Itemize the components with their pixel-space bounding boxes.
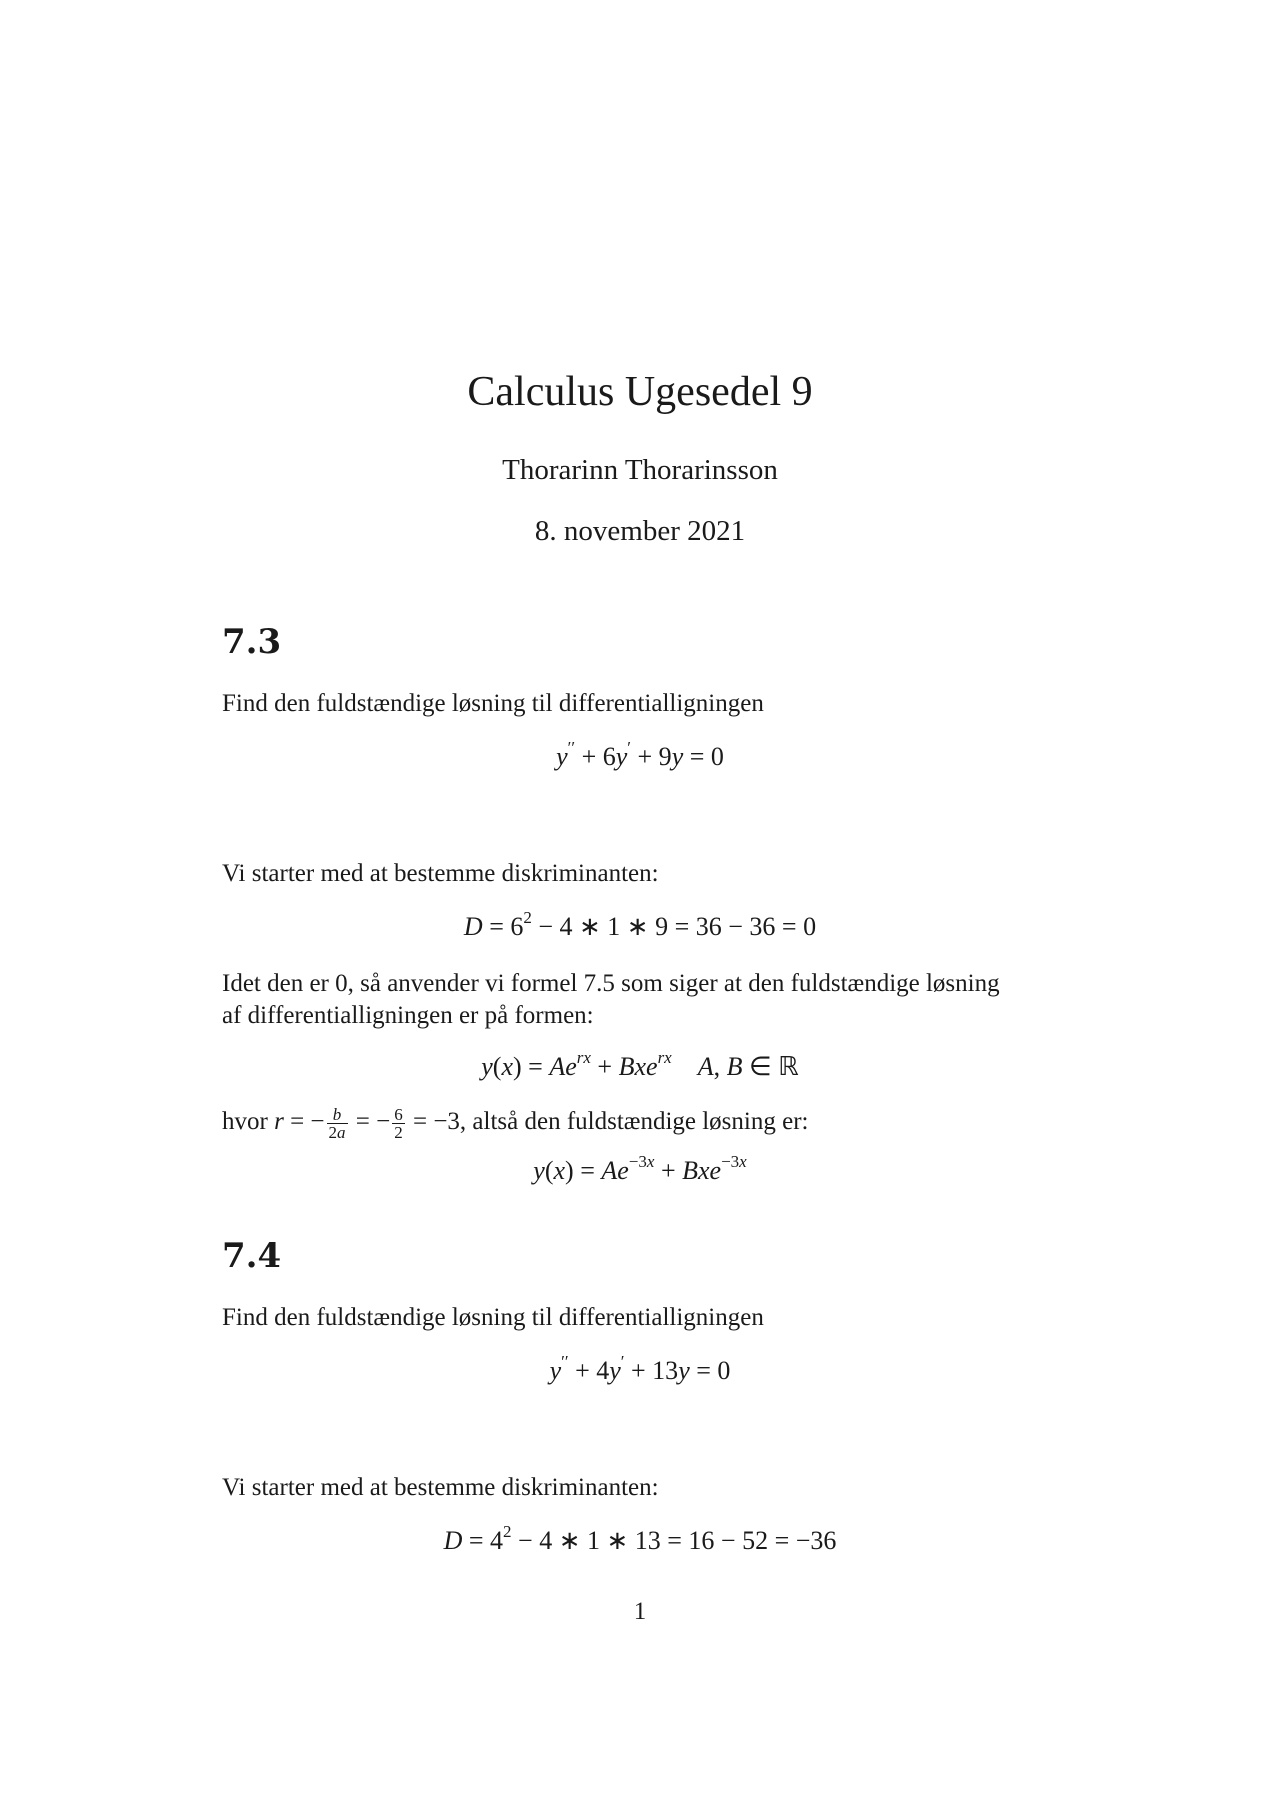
explanation-line-1: Idet den er 0, så anvender vi formel 7.5 som siger at den fuldstændige løsning <box>222 970 1000 997</box>
equation-7-3: y′′ + 6y′ + 9y = 0 <box>556 738 724 771</box>
task-text-7-3: Find den fuldstændige løsning til differentialligningen <box>222 690 764 717</box>
fraction-6-over-2: $\frac{6}{2}$ <box>394 1105 403 1142</box>
fraction-b-over-2a: $\frac{b}{2a}$ <box>328 1105 346 1142</box>
intro-text-7-4: Vi starter med at bestemme diskriminanten: <box>222 1474 659 1501</box>
page-number: 1 <box>633 1598 647 1625</box>
document-author: Thorarinn Thorarinsson <box>502 454 778 486</box>
task-text-7-4: Find den fuldstændige løsning til differentialligningen <box>222 1304 764 1331</box>
general-form-equation: $y(x) = Ae^{rx} + Bxe^{rx}$ A, B ∈ ℝ <box>481 1048 799 1081</box>
discriminant-7-3: $D = 6^2 - 4$ ∗ 1 ∗ 9 = 36 − 36 = 0 <box>463 908 817 941</box>
explanation-line-2: af differentialligningen er på formen: <box>222 1002 594 1029</box>
r-suffix: = −3, altså den fuldstændige løsning er: <box>412 1108 809 1136</box>
equation-7-4: y′′ + 4y′ + 13y = 0 <box>549 1352 731 1385</box>
intro-text-7-3: Vi starter med at bestemme diskriminanten: <box>222 860 659 887</box>
r-definition-text: hvor r = − $\frac{b}{2a}$ = − $\frac{6}{2}$ = −3, altså den fuldstændige løsning er: <box>222 1105 809 1142</box>
r-prefix: hvor <box>222 1108 268 1136</box>
solution-equation-7-3: $y(x) = Ae^{-3x} + Bxe^{-3x}$ <box>533 1152 747 1185</box>
section-heading-7-4: 7.4 <box>222 1236 282 1276</box>
discriminant-7-4: $D = 4^2 - 4$ ∗ 1 ∗ 13 = 16 − 52 = −36 <box>443 1522 837 1555</box>
document-date: 8. november 2021 <box>534 515 746 547</box>
section-heading-7-3: 7.3 <box>222 622 282 662</box>
document-title: Calculus Ugesedel 9 <box>467 369 813 415</box>
